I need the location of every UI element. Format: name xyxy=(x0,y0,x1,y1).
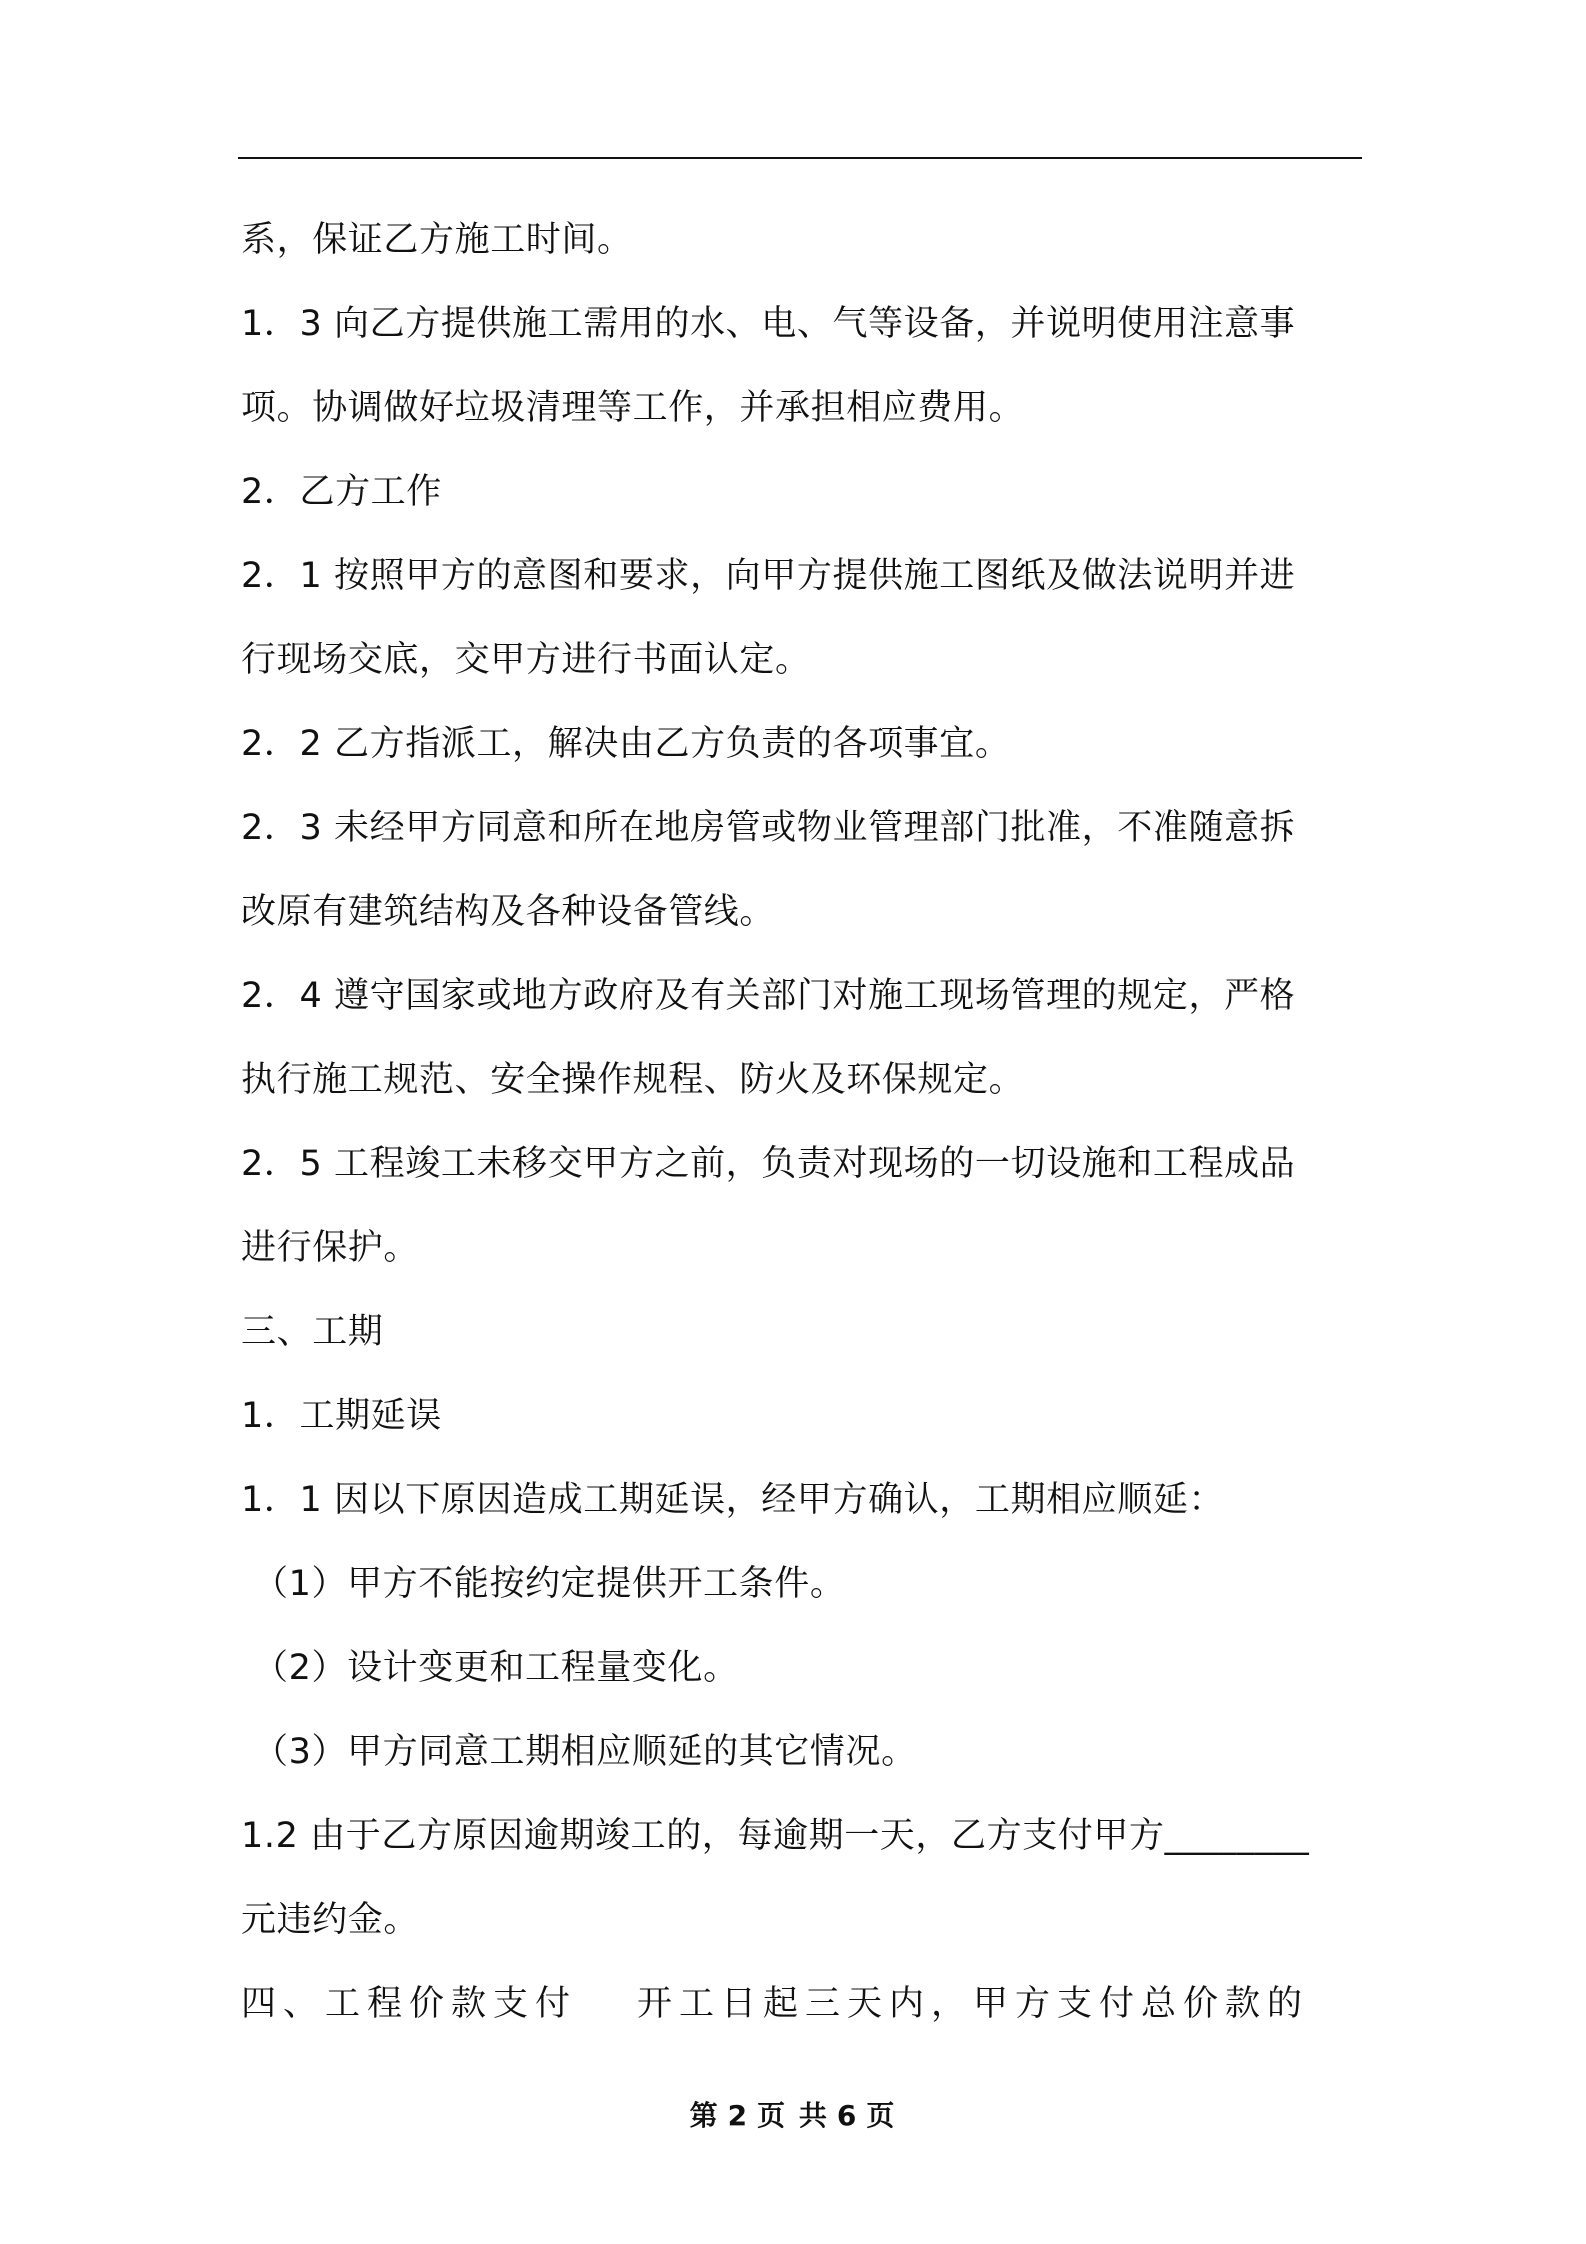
text-fragment: 开工日起三天内，甲方支付总价款的 xyxy=(637,1984,1310,2024)
page-label-suffix: 页 xyxy=(866,2099,897,2132)
text-line: 1.2 由于乙方原因逾期竣工的，每逾期一天，乙方支付甲方________ xyxy=(241,1816,1310,1856)
text-line: 执行施工规范、安全操作规程、防火及环保规定。 xyxy=(241,1060,1025,1100)
header-rule xyxy=(238,157,1362,159)
text-line: 改原有建筑结构及各种设备管线。 xyxy=(241,892,776,932)
page-footer xyxy=(0,2094,1586,2134)
page-label-mid: 页 共 xyxy=(757,2099,829,2132)
list-item: （3）甲方同意工期相应顺延的其它情况。 xyxy=(253,1732,917,1772)
text-line: 2．3 未经甲方同意和所在地房管或物业管理部门批准，不准随意拆 xyxy=(241,808,1296,848)
page-label-prefix: 第 xyxy=(689,2099,720,2132)
list-item: （2）设计变更和工程量变化。 xyxy=(253,1648,739,1688)
text-line: 系，保证乙方施工时间。 xyxy=(241,220,633,260)
text-line: 行现场交底，交甲方进行书面认定。 xyxy=(241,640,811,680)
text-line: 1．3 向乙方提供施工需用的水、电、气等设备，并说明使用注意事 xyxy=(241,304,1296,344)
text-line: 2．1 按照甲方的意图和要求，向甲方提供施工图纸及做法说明并进 xyxy=(241,556,1296,596)
text-line: 项。协调做好垃圾清理等工作，并承担相应费用。 xyxy=(241,388,1025,428)
text-line: 1．1 因以下原因造成工期延误，经甲方确认，工期相应顺延： xyxy=(241,1480,1225,1520)
section-heading: 四、工程价款支付 xyxy=(241,1984,578,2024)
text-line: 2．5 工程竣工未移交甲方之前，负责对现场的一切设施和工程成品 xyxy=(241,1144,1296,1184)
text-line: 2．2 乙方指派工，解决由乙方负责的各项事宜。 xyxy=(241,724,1011,764)
text-line xyxy=(241,1962,1362,2046)
text-line: 进行保护。 xyxy=(241,1228,420,1268)
list-item: （1）甲方不能按约定提供开工条件。 xyxy=(253,1564,846,1604)
text-line: 元违约金。 xyxy=(241,1900,420,1940)
section-heading: 三、工期 xyxy=(241,1312,384,1352)
page-current: 2 xyxy=(727,2099,750,2132)
page-total: 6 xyxy=(836,2099,859,2132)
subsection-heading: 1．工期延误 xyxy=(241,1396,442,1436)
section-heading: 2．乙方工作 xyxy=(241,472,442,512)
document-body xyxy=(241,198,1362,2046)
text-line: 2．4 遵守国家或地方政府及有关部门对施工现场管理的规定，严格 xyxy=(241,976,1296,1016)
